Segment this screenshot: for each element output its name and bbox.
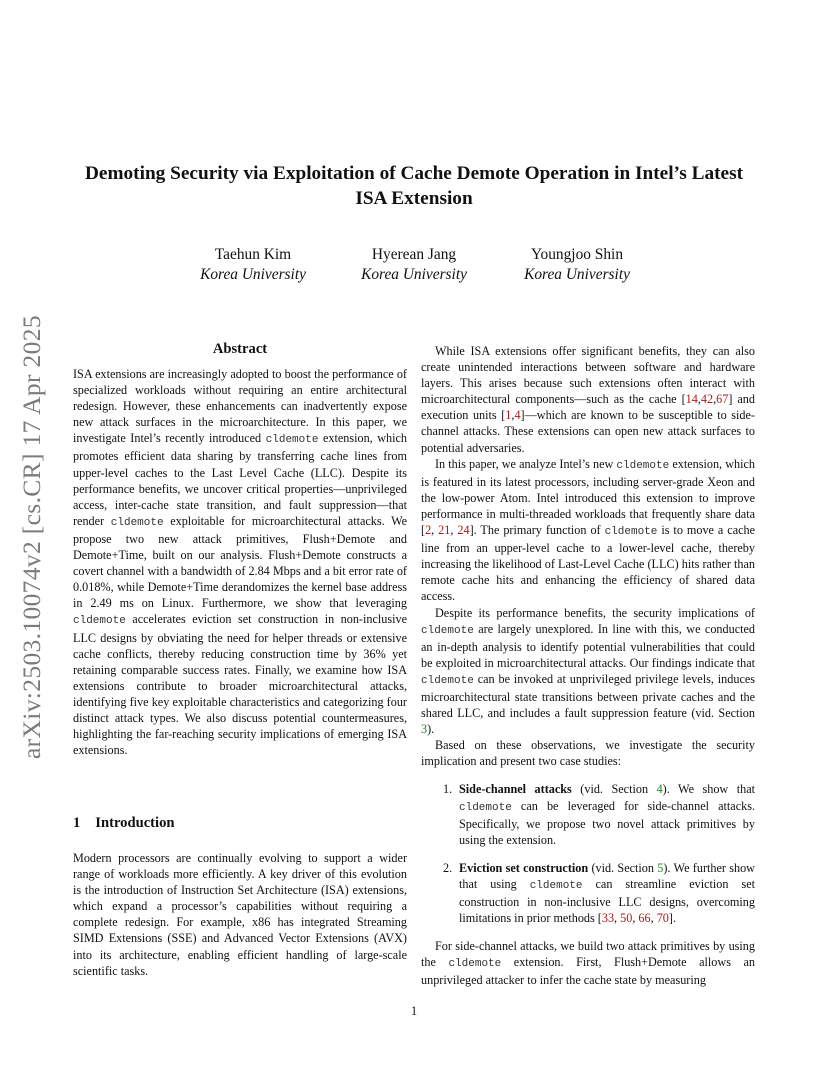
section-link[interactable]: 5: [657, 860, 664, 875]
citation-link[interactable]: 70: [656, 911, 669, 926]
citation-link[interactable]: 2: [425, 523, 432, 538]
citation-link[interactable]: 14: [685, 392, 698, 407]
citation-link[interactable]: 21: [438, 523, 451, 538]
author-affiliation: Korea University: [524, 265, 630, 283]
section-link[interactable]: 3: [421, 722, 428, 737]
paragraph: Based on these observations, we investigate the security implication and present two case studies:: [421, 738, 755, 769]
right-column: [421, 343, 755, 988]
citation-link[interactable]: 66: [638, 911, 651, 926]
paragraph: In this paper, we analyze Intel’s new cldemote extension, which is featured in its latest processors, including server-grade Xeon and the low-power Atom. Intel introduced this extension to improve performance in multi-threaded workloads that frequently share data [2, 21, 24]. The primary function of cldemote is to move a cache line from an upper-level cache to a lower-level cache, thereby increasing the likelihood of Last-Level Cache (LLC) hits rather than remote cache hits and enhancing the efficiency of shared data access.: [421, 456, 756, 604]
citation-link[interactable]: 42: [700, 392, 714, 407]
author-affiliation: Korea University: [361, 265, 467, 283]
paragraph: While ISA extensions offer significant benefits, they can also create unintended interactions between software and hardware layers. This arises because such extensions often interact with microarchitectural components—such as the cache [14,42,67] and execution units [1,4]—which are known to be susceptible to side-channel attacks. These extensions can open new attack surfaces to potential adversaries.: [421, 344, 755, 455]
paper-title: Demoting Security via Exploitation of Cache Demote Operation in Intel’s Latest ISA Extension: [85, 163, 743, 209]
citation-link[interactable]: 4: [514, 408, 521, 423]
list-item: 1. Side-channel attacks (vid. Section 4). We show that cldemote can be leveraged for side-channel attacks. Specifically, we propose two novel attack primitives by using the extension.: [443, 782, 756, 847]
intro-paragraph: Modern processors are continually evolving to support a wider range of workloads more efficiently. A key driver of this evolution is the introduction of Instruction Set Architecture (ISA) extensions, which expand a processor’s capabilities without requiring a complete redesign. For example, x86 has integrated Streaming SIMD Extensions (SSE) and Advanced Vector Extensions (AVX) into its architecture, enabling efficient handling of large-scale scientific tasks.: [73, 851, 407, 978]
citation-link[interactable]: 33: [601, 911, 615, 926]
author-name: Taehun Kim: [214, 246, 292, 263]
intro-body: [73, 850, 407, 979]
paragraph: For side-channel attacks, we build two attack primitives by using the cldemote extension. First, Flush+Demote allows an unprivileged attacker to infer the cache state by measuring: [421, 939, 755, 988]
author-name: Hyerean Jang: [371, 246, 457, 263]
section-link[interactable]: 4: [656, 782, 663, 797]
case-study-list: [443, 781, 755, 926]
author-2: [324, 245, 504, 284]
author-3: [487, 245, 667, 284]
citation-link[interactable]: 50: [620, 911, 633, 926]
section-heading-introduction: 1 Introduction: [73, 815, 175, 831]
abstract-heading: Abstract: [212, 341, 268, 357]
author-affiliation: Korea University: [200, 265, 306, 283]
abstract-paragraph: ISA extensions are increasingly adopted to boost the performance of specialized workloads without requiring an entire architectural redesign. However, these enhancements can inadvertently expose new attack surfaces in the microarchitecture. In this paper, we investigate Intel’s recently introduced cldemote extension, which promotes efficient data sharing by transferring cache lines from upper-level caches to the Last Level Cache (LLC). Despite its performance benefits, we uncover critical properties—unprivileged access, inter-cache state transition, and fault suppression—that render cldemote exploitable for microarchitectural attacks. We propose two new attack primitives, Flush+Demote and Demote+Time, built on our analysis. Flush+Demote constructs a covert channel with a bandwidth of 2.84 Mbps and a bit error rate of 0.018%, while Demote+Time derandomizes the kernel base address in 2.49 ms on Linux. Furthermore, we show that leveraging cldemote accelerates eviction set construction in non-inclusive LLC designs by obviating the need for helper threads or extensive cache conflicts, thereby reducing construction time by 36% yet retaining comparable success rates. Finally, we examine how ISA extensions contribute to broader microarchitectural attacks, identifying five key exploitable characteristics and categorizing four distinct attack types. We also discuss potential countermeasures, highlighting the far-reaching security implications of emerging ISA extensions.: [73, 367, 408, 758]
arxiv-identifier: arXiv:2503.10074v2 [cs.CR] 17 Apr 2025: [17, 315, 46, 759]
paragraph: Despite its performance benefits, the security implications of cldemote are largely unexplored. In line with this, we conducted an in-depth analysis to identify potential vulnerabilities that could be exploited in microarchitectural attacks. Our findings indicate that cldemote can be invoked at unprivileged privilege levels, induces microarchitectural state transitions between private caches and the shared LLC, and includes a fault suppression feature (vid. Section 3).: [421, 605, 755, 737]
citation-link[interactable]: 24: [457, 523, 470, 538]
citation-link[interactable]: 67: [716, 392, 729, 407]
citation-link[interactable]: 1: [505, 408, 512, 423]
page-number: 1: [410, 1004, 418, 1018]
author-1: [163, 245, 343, 284]
author-name: Youngjoo Shin: [530, 246, 624, 263]
list-item: 2. Eviction set construction (vid. Section 5). We further show that using cldemote can streamline eviction set construction in non-inclusive LLC designs, overcoming limitations in prior methods [33, 50, 66, 70].: [443, 860, 755, 926]
abstract-body: [73, 366, 407, 758]
arxiv-side-label: [17, 287, 53, 759]
